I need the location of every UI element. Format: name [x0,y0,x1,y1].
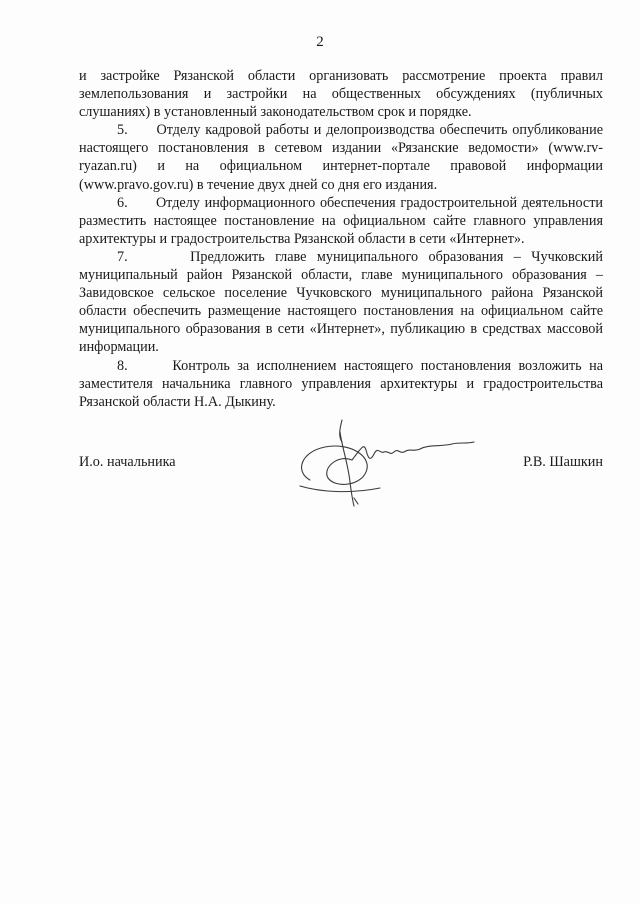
paragraph-number: 8. [117,357,128,374]
document-body [79,67,603,411]
paragraph-continuation [79,67,603,121]
paragraph-text: и застройке Рязанской области организовать рассмотрение проекта правил землепользования и застройки на общественных обсуждениях (публичных слушаниях) в установленный законодательством срок и порядке. [79,68,603,121]
signatory-name: Р.В. Шашкин [523,454,603,470]
paragraph-text: Предложить главе муниципального образования – Чучковский муниципальный район Рязанской области, главе муниципального образования – Завидовское сельское поселение Чучковского муниципального района Рязанской области обеспечить размещение настоящего постановления на официальном сайте муниципального образования в сети «Интернет», публикацию в средствах массовой информации. [79,248,603,356]
paragraph-6 [79,194,603,248]
page-number: 2 [316,34,324,50]
paragraph-text: Отделу кадровой работы и делопроизводства обеспечить опубликование настоящего постановления в сетевом издании «Рязанские ведомости» (www.rv-ryazan.ru) и на официальном интернет-портале правовой информации (www.pravo.gov.ru) в течение двух дней со дня его издания. [79,122,603,193]
paragraph-number: 6. [117,194,128,211]
paragraph-number: 7. [117,248,128,265]
paragraph-5 [79,121,603,193]
signatory-position: И.о. начальника [79,454,176,470]
paragraph-7 [79,248,603,357]
paragraph-text: Отделу информационного обеспечения градостроительной деятельности разместить настоящее постановление на официальном сайте главного управления архитектуры и градостроительства Рязанской области в сети «Интернет». [79,194,604,247]
handwritten-signature [280,402,490,512]
paragraph-text: Контроль за исполнением настоящего постановления возложить на заместителя начальника главного управления архитектуры и градостроительства Рязанской области Н.А. Дыкину. [79,357,603,410]
paragraph-number: 5. [117,122,128,139]
